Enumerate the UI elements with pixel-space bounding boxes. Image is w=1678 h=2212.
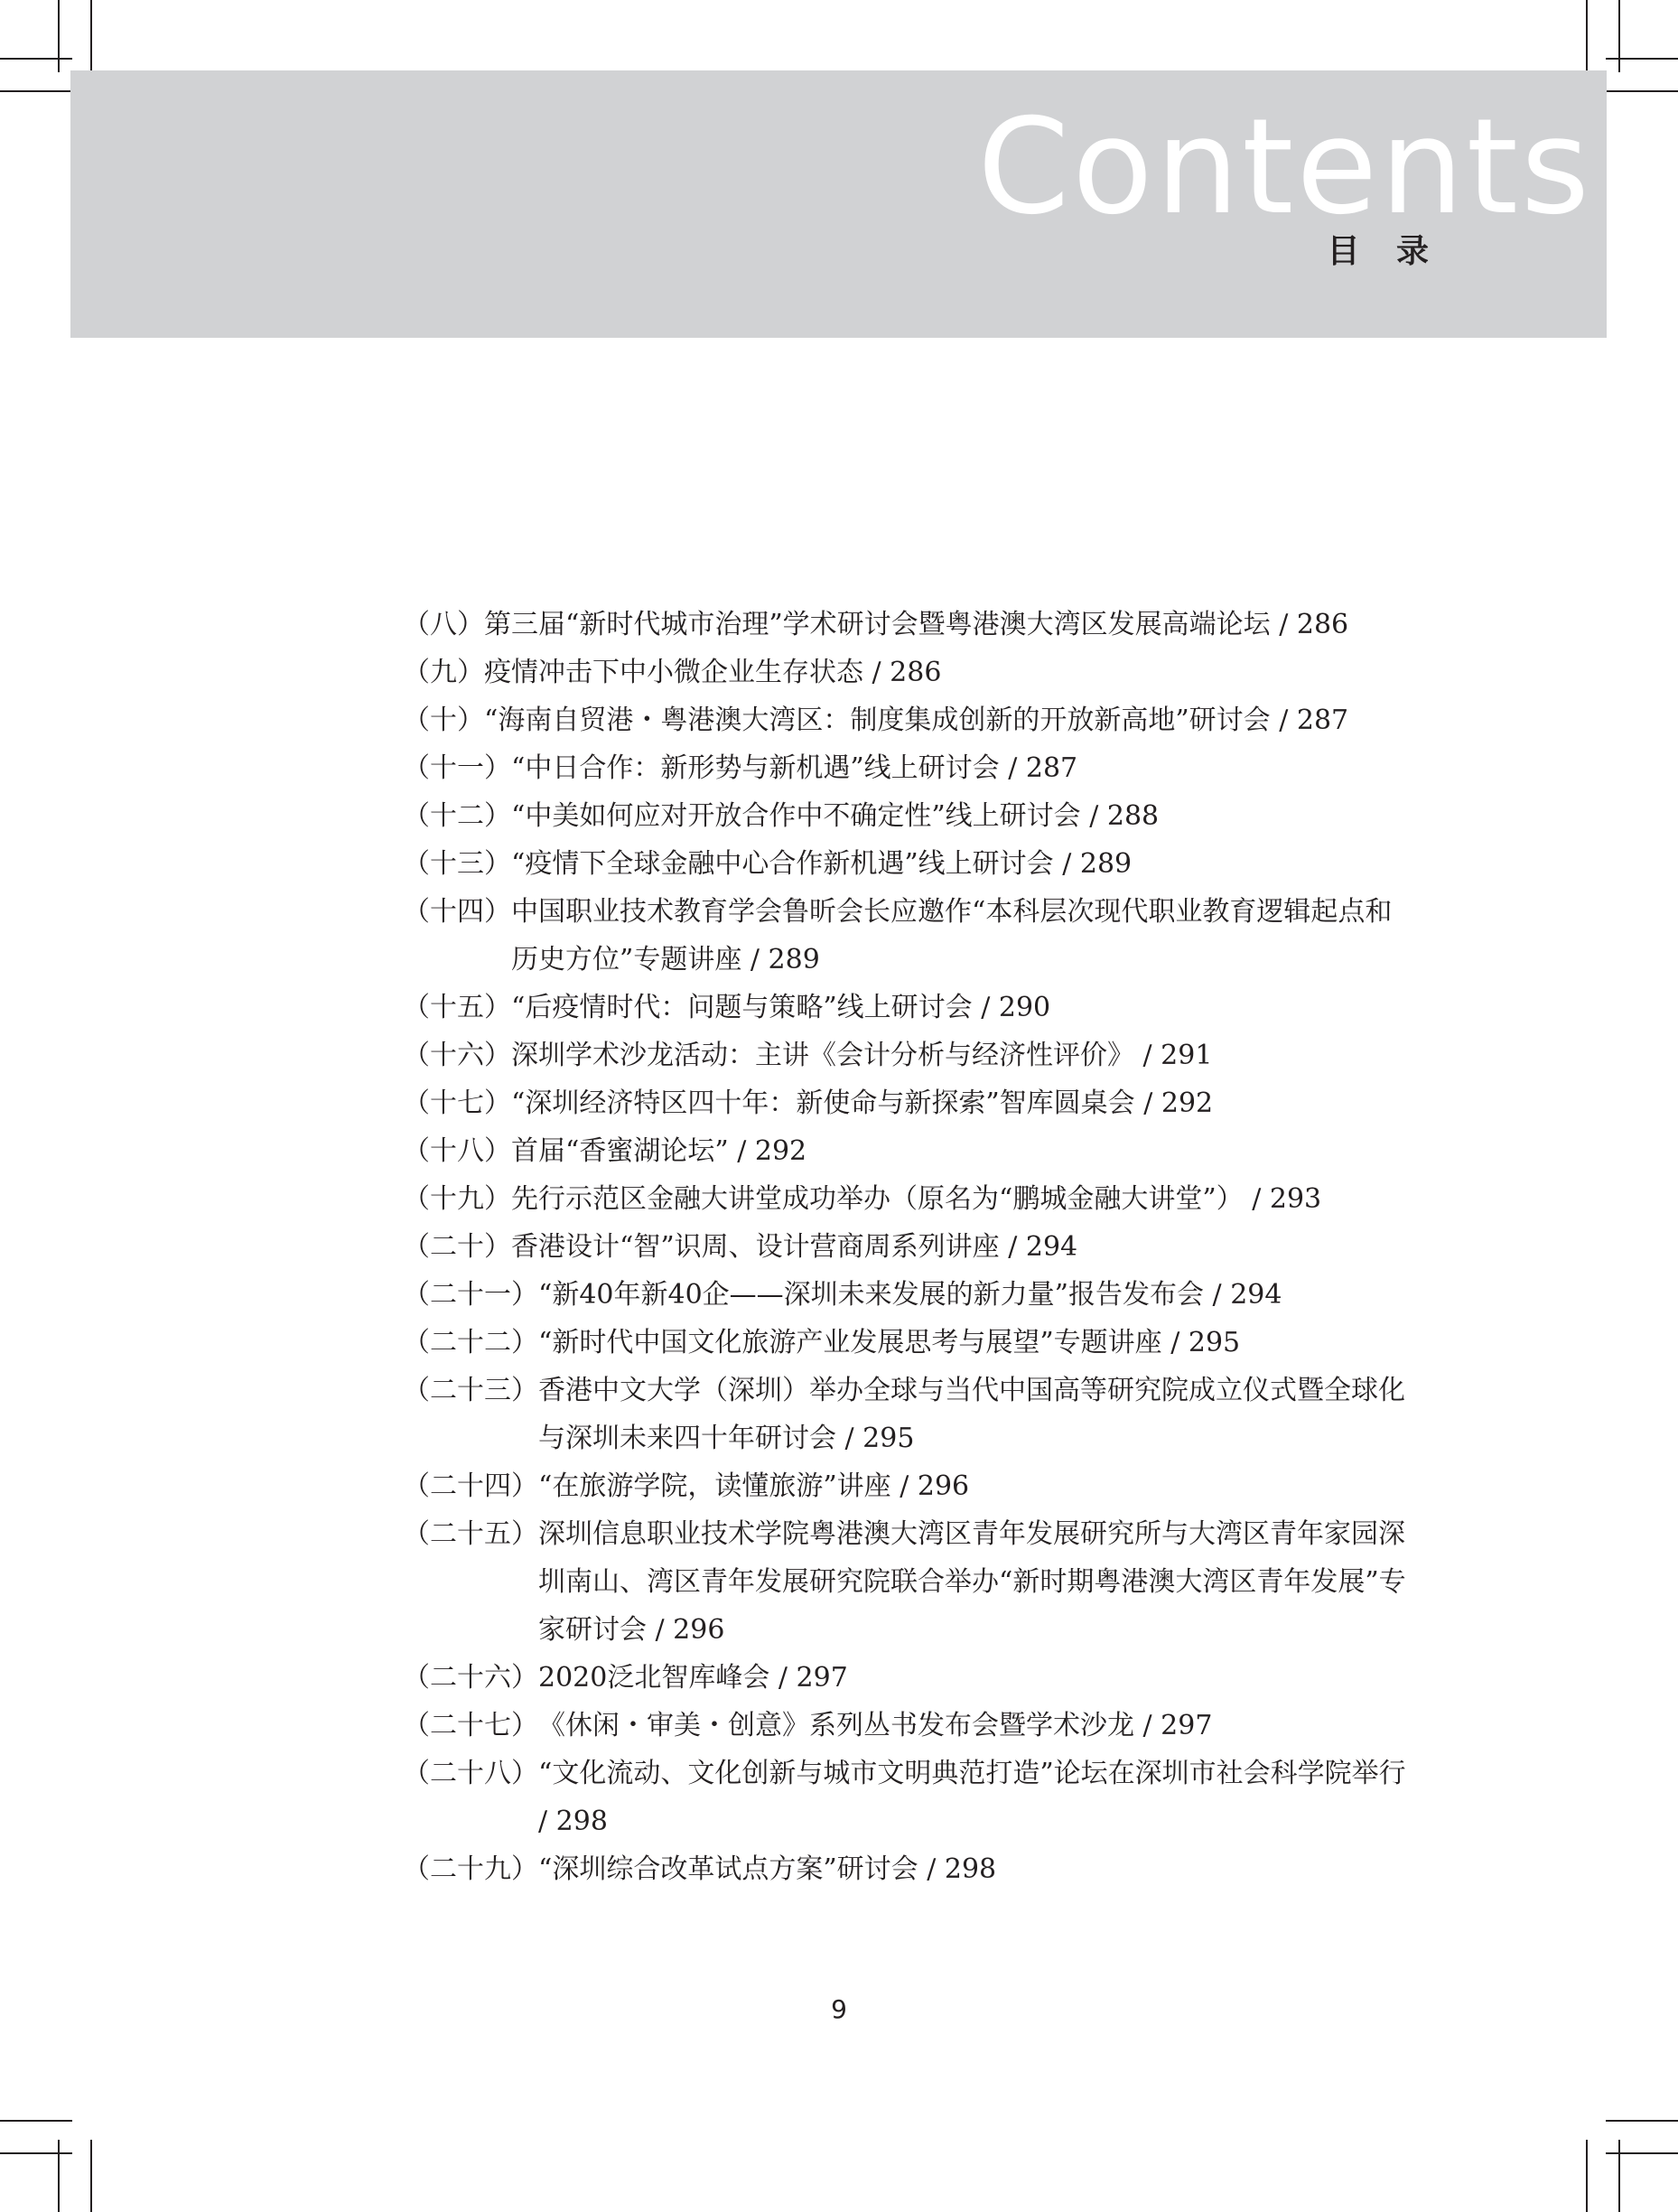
toc-entry-number: （十四） [403,896,511,928]
toc-entry[interactable] [403,1175,1414,1223]
crop-mark [1606,90,1678,92]
toc-entry[interactable] [403,888,1414,984]
toc-entry-number: （十） [403,705,484,736]
toc-entry-number: （十一） [403,752,511,784]
toc-entry-title: “新40年新40企——深圳未来发展的新力量”报告发布会 / 294 [538,1279,1282,1311]
toc-entry-title: “后疫情时代：问题与策略”线上研讨会 / 290 [511,992,1051,1023]
toc-entry-title: 中国职业技术教育学会鲁昕会长应邀作“本科层次现代职业教育逻辑起点和历史方位”专题讲座 / 289 [511,896,1393,975]
toc-entry[interactable] [403,1845,1414,1893]
toc-entry-title: 香港中文大学（深圳）举办全球与当代中国高等研究院成立仪式暨全球化与深圳未来四十年研讨会 / 295 [538,1375,1405,1454]
toc-entry[interactable] [403,1750,1414,1845]
crop-mark [0,58,72,60]
toc-list [403,601,1414,1893]
toc-entry-number: （二十） [403,1231,511,1263]
toc-entry[interactable] [403,649,1414,696]
toc-entry-title: 《休闲・审美・创意》系列丛书发布会暨学术沙龙 / 297 [538,1710,1213,1741]
toc-entry-number: （十五） [403,992,511,1023]
toc-entry-title: 第三届“新时代城市治理”学术研讨会暨粤港澳大湾区发展高端论坛 / 286 [484,609,1349,640]
toc-entry-number: （二十九） [403,1853,538,1885]
toc-entry-title: “中美如何应对开放合作中不确定性”线上研讨会 / 288 [511,800,1160,832]
crop-mark [58,0,60,72]
toc-entry-title: 香港设计“智”识周、设计营商周系列讲座 / 294 [511,1231,1078,1263]
toc-entry-title: 先行示范区金融大讲堂成功举办（原名为“鹏城金融大讲堂”） / 293 [511,1183,1322,1215]
toc-entry[interactable] [403,1127,1414,1175]
toc-entry-title: “文化流动、文化创新与城市文明典范打造”论坛在深圳市社会科学院举行 / 298 [538,1758,1406,1837]
crop-mark [0,2152,72,2154]
crop-mark [1606,2120,1678,2122]
page-number: 9 [831,1994,847,2024]
crop-mark [0,2120,72,2122]
crop-mark [1586,2140,1588,2212]
crop-mark [58,2140,60,2212]
toc-entry-number: （二十七） [403,1710,538,1741]
toc-entry[interactable] [403,1223,1414,1271]
toc-entry[interactable] [403,840,1414,888]
toc-entry[interactable] [403,1271,1414,1319]
toc-entry-number: （十二） [403,800,511,832]
toc-entry[interactable] [403,1079,1414,1127]
toc-entry[interactable] [403,1462,1414,1510]
toc-entry[interactable] [403,792,1414,840]
toc-entry[interactable] [403,1654,1414,1702]
toc-entry-title: “在旅游学院，读懂旅游”讲座 / 296 [538,1470,970,1502]
toc-entry-number: （二十五） [403,1518,538,1550]
toc-entry-title: “深圳经济特区四十年：新使命与新探索”智库圆桌会 / 292 [511,1087,1214,1119]
toc-entry-number: （二十六） [403,1662,538,1694]
toc-entry[interactable] [403,1031,1414,1079]
toc-entry-title: 深圳学术沙龙活动：主讲《会计分析与经济性评价》 / 291 [511,1040,1213,1071]
toc-entry-title: 首届“香蜜湖论坛” / 292 [511,1135,807,1167]
toc-entry-number: （九） [403,657,484,688]
toc-entry-title: 2020泛北智库峰会 / 297 [538,1662,848,1694]
toc-entry-number: （二十三） [403,1375,538,1406]
toc-entry[interactable] [403,744,1414,792]
toc-entry[interactable] [403,601,1414,649]
toc-entry-title: “疫情下全球金融中心合作新机遇”线上研讨会 / 289 [511,848,1133,880]
toc-entry[interactable] [403,1319,1414,1367]
crop-mark [1586,0,1588,72]
crop-mark [1606,58,1678,60]
toc-entry[interactable] [403,696,1414,744]
toc-entry[interactable] [403,1367,1414,1462]
toc-entry-title: “新时代中国文化旅游产业发展思考与展望”专题讲座 / 295 [538,1327,1241,1358]
crop-mark [1606,2152,1678,2154]
toc-entry-title: “深圳综合改革试点方案”研讨会 / 298 [538,1853,997,1885]
toc-entry-title: “中日合作：新形势与新机遇”线上研讨会 / 287 [511,752,1078,784]
toc-entry-number: （十六） [403,1040,511,1071]
toc-entry-title: 疫情冲击下中小微企业生存状态 / 286 [484,657,942,688]
toc-entry[interactable] [403,1510,1414,1654]
toc-entry-number: （十三） [403,848,511,880]
toc-entry-number: （十八） [403,1135,511,1167]
toc-entry-number: （十九） [403,1183,511,1215]
crop-mark [1618,2140,1620,2212]
crop-mark [90,0,92,72]
toc-entry-number: （二十八） [403,1758,538,1789]
toc-entry-number: （二十四） [403,1470,538,1502]
toc-entry-title: “海南自贸港・粤港澳大湾区：制度集成创新的开放新高地”研讨会 / 287 [484,705,1349,736]
crop-mark [90,2140,92,2212]
crop-mark [1618,0,1620,72]
toc-entry-number: （十七） [403,1087,511,1119]
toc-entry-title: 深圳信息职业技术学院粤港澳大湾区青年发展研究所与大湾区青年家园深圳南山、湾区青年发展研究院联合举办“新时期粤港澳大湾区青年发展”专家研讨会 / 296 [538,1518,1406,1646]
toc-entry[interactable] [403,1702,1414,1750]
toc-entry[interactable] [403,984,1414,1031]
page-title-zh: 目 录 [1327,233,1441,270]
toc-entry-number: （八） [403,609,484,640]
toc-entry-number: （二十一） [403,1279,538,1311]
page-title-en: Contents [977,90,1592,244]
toc-entry-number: （二十二） [403,1327,538,1358]
crop-mark [0,90,72,92]
